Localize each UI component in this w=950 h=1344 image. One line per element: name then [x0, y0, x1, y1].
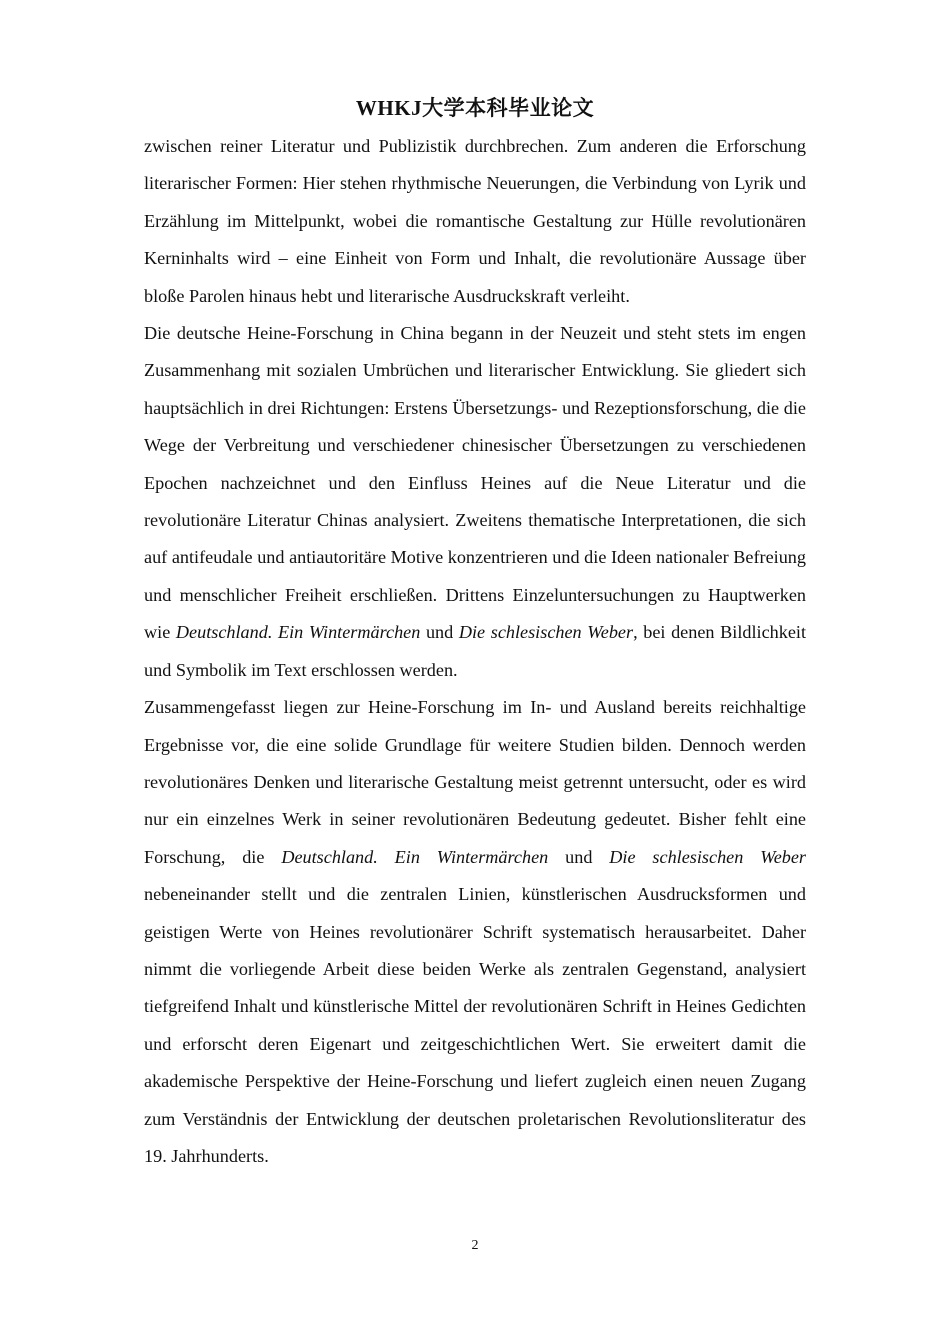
paragraph-2-text-3: , bei denen Bildlichkeit und Symbolik im Text erschlossen werden.: [144, 622, 807, 680]
work-title-weber: Die schlesischen Weber: [609, 846, 807, 867]
work-title-weber: Die schlesischen Weber: [458, 622, 634, 643]
paragraph-2: [144, 315, 806, 689]
page-header: WHKJ大学本科毕业论文: [355, 96, 595, 120]
work-title-wintermaerchen: Deutschland. Ein Wintermärchen: [175, 622, 421, 643]
paragraph-3-text-1: Zusammengefasst liegen zur Heine-Forschung im In- und Ausland bereits reichhaltige Ergebnisse vor, die eine solide Grundlage für weitere Studien bilden. Dennoch werden revolutionäres Denken und literarische Gestaltung meist getrennt untersucht, oder es wird nur ein einzelnes Werk in seiner revolutionären Bedeutung gedeutet. Bisher fehlt eine Forschung, die: [144, 697, 806, 867]
paragraph-3: [144, 689, 806, 1175]
paragraph-2-text-1: Die deutsche Heine-Forschung in China begann in der Neuzeit und steht stets im engen Zusammenhang mit sozialen Umbrüchen und literarischer Entwicklung. Sie gliedert sich hauptsächlich in drei Richtungen: Erstens Übersetzungs- und Rezeptionsforschung, die die Wege der Verbreitung und verschiedener chinesischer Übersetzungen zu verschiedenen Epochen nachzeichnet und den Einfluss Heines auf die Neue Literatur und die revolutionäre Literatur Chinas analysiert. Zweitens thematische Interpretationen, die sich auf antifeudale und antiautoritäre Motive konzentrieren und die Ideen nationaler Befreiung und menschlicher Freiheit erschließen. Drittens Einzeluntersuchungen zu Hauptwerken wie: [144, 323, 806, 643]
paragraph-2-text-2: und: [420, 622, 459, 643]
paragraph-1: zwischen reiner Literatur und Publizistik durchbrechen. Zum anderen die Erforschung literarischer Formen: Hier stehen rhythmische Neuerungen, die Verbindung von Lyrik und Erzählung im Mittelpunkt, wobei die romantische Gestaltung zur Hülle revolutionären Kerninhalts wird – eine Einheit von Form und Inhalt, die revolutionäre Aussage über bloße Parolen hinaus hebt und literarische Ausdruckskraft verleiht.: [144, 136, 806, 306]
work-title-wintermaerchen: Deutschland. Ein Wintermärchen: [281, 846, 549, 867]
page-number: 2: [471, 1238, 479, 1253]
paragraph-3-text-2: und: [548, 846, 610, 867]
body-text: [144, 128, 806, 1175]
paragraph-3-text-3: nebeneinander stellt und die zentralen Linien, künstlerischen Ausdrucksformen und geistigen Werte von Heines revolutionärer Schrift systematisch herausarbeitet. Daher nimmt die vorliegende Arbeit diese beiden Werke als zentralen Gegenstand, analysiert tiefgreifend Inhalt und künstlerische Mittel der revolutionären Schrift in Heines Gedichten und erforscht deren Eigenart und zeitgeschichtlichen Wert. Sie erweitert damit die akademische Perspektive der Heine-Forschung und liefert zugleich einen neuen Zugang zum Verständnis der Entwicklung der deutschen proletarischen Revolutionsliteratur des 19. Jahrhunderts.: [144, 884, 806, 1166]
